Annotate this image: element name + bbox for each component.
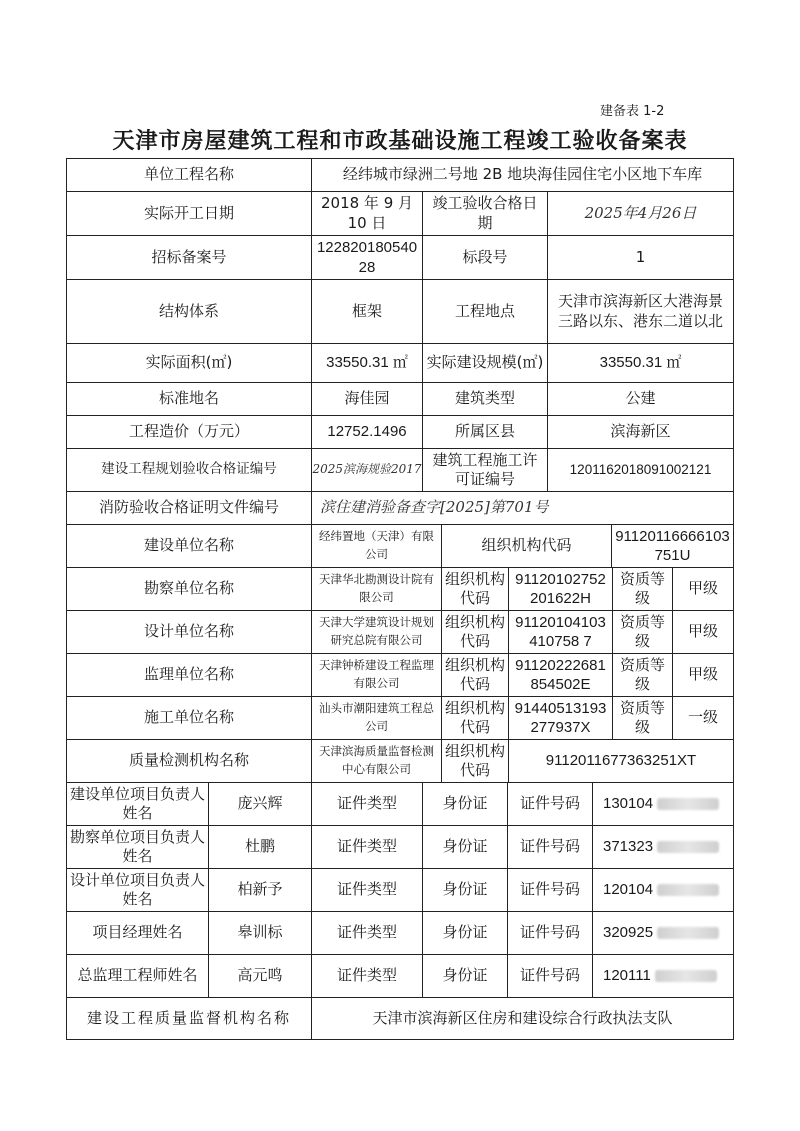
unit-name-value: 经纬城市绿洲二号地 2B 地块海佳园住宅小区地下车库 — [311, 158, 734, 192]
unit-row-grade-label: 资质等级 — [612, 653, 673, 697]
tender-no-value: 12282018054028 — [311, 235, 423, 280]
supervision-label: 建设工程质量监督机构名称 — [66, 997, 312, 1040]
id-type-value: 身份证 — [422, 782, 508, 826]
unit-row-grade-label: 资质等级 — [612, 610, 673, 654]
unit-row-code-label: 组织机构代码 — [441, 653, 509, 697]
unit-row-code-label: 组织机构代码 — [441, 696, 509, 740]
person-name: 高元鸣 — [208, 954, 312, 998]
id-type-value: 身份证 — [422, 911, 508, 955]
builder-label: 建设单位名称 — [66, 524, 312, 568]
location-value: 天津市滨海新区大港海景三路以东、港东二道以北 — [547, 279, 734, 344]
id-prefix: 371323 — [603, 838, 654, 856]
redacted-mask — [657, 927, 719, 939]
unit-row-grade: 甲级 — [672, 567, 734, 611]
permit-value: 1201162018091002121 — [547, 448, 734, 492]
tender-no-label: 招标备案号 — [66, 235, 312, 280]
id-type-value: 身份证 — [422, 954, 508, 998]
cost-value: 12752.1496 — [311, 415, 423, 449]
id-number-value — [592, 868, 734, 912]
id-type-label: 证件类型 — [311, 825, 423, 869]
area-label: 实际面积(㎡) — [66, 343, 312, 383]
id-number-label: 证件号码 — [507, 825, 593, 869]
unit-row-label: 设计单位名称 — [66, 610, 312, 654]
unit-row-code-label: 组织机构代码 — [441, 610, 509, 654]
person-role: 设计单位项目负责人姓名 — [66, 868, 209, 912]
person-name: 柏新予 — [208, 868, 312, 912]
unit-row-name: 汕头市潮阳建筑工程总公司 — [311, 696, 442, 740]
district-value: 滨海新区 — [547, 415, 734, 449]
building-type-value: 公建 — [547, 382, 734, 416]
id-prefix: 130104 — [603, 795, 654, 813]
person-role: 总监理工程师姓名 — [66, 954, 209, 998]
form-code: 建备表 1-2 — [600, 104, 665, 119]
planning-cert-value: 2025滨海规验2017 — [311, 448, 423, 492]
builder-code-label: 组织机构代码 — [441, 524, 612, 568]
unit-row-code: 91120102752201622H — [508, 567, 613, 611]
unit-name-label: 单位工程名称 — [66, 158, 312, 192]
cost-label: 工程造价（万元） — [66, 415, 312, 449]
area-value: 33550.31 ㎡ — [311, 343, 423, 383]
id-type-value: 身份证 — [422, 868, 508, 912]
person-name: 皋训标 — [208, 911, 312, 955]
unit-row-grade-label: 资质等级 — [612, 696, 673, 740]
person-name: 庞兴辉 — [208, 782, 312, 826]
unit-row-name: 天津大学建筑设计规划研究总院有限公司 — [311, 610, 442, 654]
id-number-value — [592, 911, 734, 955]
id-number-label: 证件号码 — [507, 954, 593, 998]
unit-row-name: 天津钟桥建设工程监理有限公司 — [311, 653, 442, 697]
scale-value: 33550.31 ㎡ — [547, 343, 734, 383]
unit-row-label: 监理单位名称 — [66, 653, 312, 697]
inspection-code-label: 组织机构代码 — [441, 739, 509, 783]
unit-row-code: 91120104103410758 7 — [508, 610, 613, 654]
permit-label: 建筑工程施工许可证编号 — [422, 448, 548, 492]
planning-cert-label: 建设工程规划验收合格证编号 — [66, 448, 312, 492]
unit-row-grade-label: 资质等级 — [612, 567, 673, 611]
place-name-value: 海佳园 — [311, 382, 423, 416]
id-type-label: 证件类型 — [311, 954, 423, 998]
person-role: 勘察单位项目负责人姓名 — [66, 825, 209, 869]
id-number-value — [592, 782, 734, 826]
unit-row-code-label: 组织机构代码 — [441, 567, 509, 611]
location-label: 工程地点 — [422, 279, 548, 344]
unit-row-code: 91440513193277937X — [508, 696, 613, 740]
builder-code: 91120116666103751U — [611, 524, 734, 568]
fire-cert-label: 消防验收合格证明文件编号 — [66, 491, 312, 525]
district-label: 所属区县 — [422, 415, 548, 449]
redacted-mask — [657, 798, 719, 810]
id-prefix: 120111 — [603, 967, 651, 985]
unit-row-label: 施工单位名称 — [66, 696, 312, 740]
id-number-value — [592, 825, 734, 869]
place-name-label: 标准地名 — [66, 382, 312, 416]
id-number-label: 证件号码 — [507, 911, 593, 955]
record-table — [66, 158, 734, 1040]
structure-label: 结构体系 — [66, 279, 312, 344]
building-type-label: 建筑类型 — [422, 382, 548, 416]
supervision-value: 天津市滨海新区住房和建设综合行政执法支队 — [311, 997, 734, 1040]
id-type-label: 证件类型 — [311, 911, 423, 955]
start-date-value: 2018 年 9 月 10 日 — [311, 191, 423, 236]
section-label: 标段号 — [422, 235, 548, 280]
unit-row-grade: 甲级 — [672, 653, 734, 697]
id-number-label: 证件号码 — [507, 782, 593, 826]
unit-row-grade: 一级 — [672, 696, 734, 740]
id-prefix: 320925 — [603, 924, 654, 942]
acceptance-date-value: 2025年4月26日 — [547, 191, 734, 236]
page-title: 天津市房屋建筑工程和市政基础设施工程竣工验收备案表 — [112, 129, 688, 154]
unit-row-code: 91120222681854502E — [508, 653, 613, 697]
id-type-label: 证件类型 — [311, 868, 423, 912]
unit-row-label: 勘察单位名称 — [66, 567, 312, 611]
section-value: 1 — [547, 235, 734, 280]
scale-label: 实际建设规模(㎡) — [422, 343, 548, 383]
builder-name: 经纬置地（天津）有限公司 — [311, 524, 442, 568]
redacted-mask — [655, 970, 717, 982]
id-number-label: 证件号码 — [507, 868, 593, 912]
unit-row-grade: 甲级 — [672, 610, 734, 654]
person-name: 杜鹏 — [208, 825, 312, 869]
inspection-label: 质量检测机构名称 — [66, 739, 312, 783]
id-type-label: 证件类型 — [311, 782, 423, 826]
structure-value: 框架 — [311, 279, 423, 344]
inspection-name: 天津滨海质量监督检测中心有限公司 — [311, 739, 442, 783]
start-date-label: 实际开工日期 — [66, 191, 312, 236]
fire-cert-value: 滨住建消验备查字[2025]第701号 — [311, 491, 734, 525]
person-role: 项目经理姓名 — [66, 911, 209, 955]
id-number-value — [592, 954, 734, 998]
redacted-mask — [657, 884, 719, 896]
id-type-value: 身份证 — [422, 825, 508, 869]
id-prefix: 120104 — [603, 881, 654, 899]
acceptance-date-label: 竣工验收合格日期 — [422, 191, 548, 236]
inspection-code: 9112011677363251XT — [508, 739, 734, 783]
person-role: 建设单位项目负责人姓名 — [66, 782, 209, 826]
redacted-mask — [657, 841, 719, 853]
unit-row-name: 天津华北勘测设计院有限公司 — [311, 567, 442, 611]
